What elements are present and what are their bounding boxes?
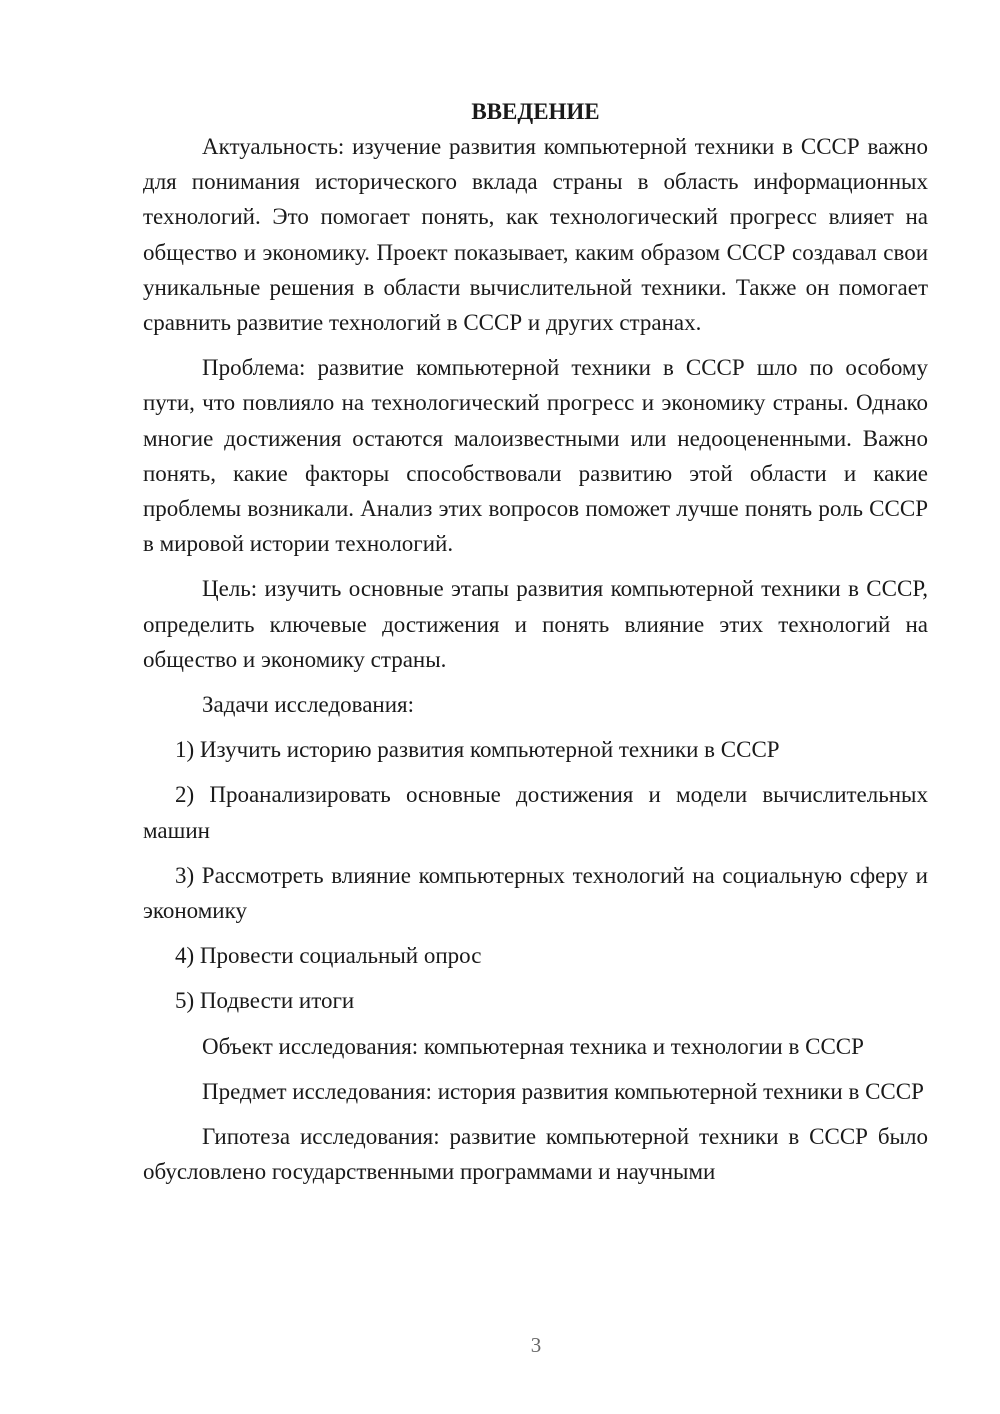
paragraph-subject: Предмет исследования: история развития компьютерной техники в СССР	[202, 1078, 924, 1104]
tasks-heading: Задачи исследования:	[202, 692, 415, 718]
paragraph-goal: Цель: изучить основные этапы развития компьютерной техники в СССР, определить ключевые достижения и понять влияние этих технологий на общество и экономику страны.	[143, 576, 928, 672]
task-item-1: 1) Изучить историю развития компьютерной техники в СССР	[175, 737, 780, 763]
paragraph-object: Объект исследования: компьютерная техника и технологии в СССР	[202, 1033, 864, 1059]
paragraph-relevance: Актуальность: изучение развития компьютерной техники в СССР важно для понимания исторического вклада страны в область информационных технологий. Это помогает понять, как технологический прогресс влияет на общество и экономику. Проект показывает, каким образом СССР создавал свои уникальные решения в области вычислительной техники. Также он помогает сравнить развитие технологий в СССР и других странах.	[143, 134, 928, 336]
page-body	[143, 94, 928, 1199]
paragraph-problem: Проблема: развитие компьютерной техники в СССР шло по особому пути, что повлияло на технологический прогресс и экономику страны. Однако многие достижения остаются малоизвестными или недооцененными. Важно понять, какие факторы способствовали развитию этой области и какие проблемы возникали. Анализ этих вопросов поможет лучше понять роль СССР в мировой истории технологий.	[143, 355, 928, 557]
task-item-3: 3) Рассмотреть влияние компьютерных технологий на социальную сферу и экономику	[143, 862, 928, 924]
paragraph-hypothesis: Гипотеза исследования: развитие компьютерной техники в СССР было обусловлено государственными программами и научными	[143, 1124, 928, 1185]
page-number: 3	[530, 1333, 542, 1357]
task-item-4: 4) Провести социальный опрос	[175, 943, 482, 969]
page-title: ВВЕДЕНИЕ	[471, 99, 600, 124]
task-item-5: 5) Подвести итоги	[175, 988, 355, 1014]
task-item-2: 2) Проанализировать основные достижения и модели вычислительных машин	[143, 782, 928, 843]
